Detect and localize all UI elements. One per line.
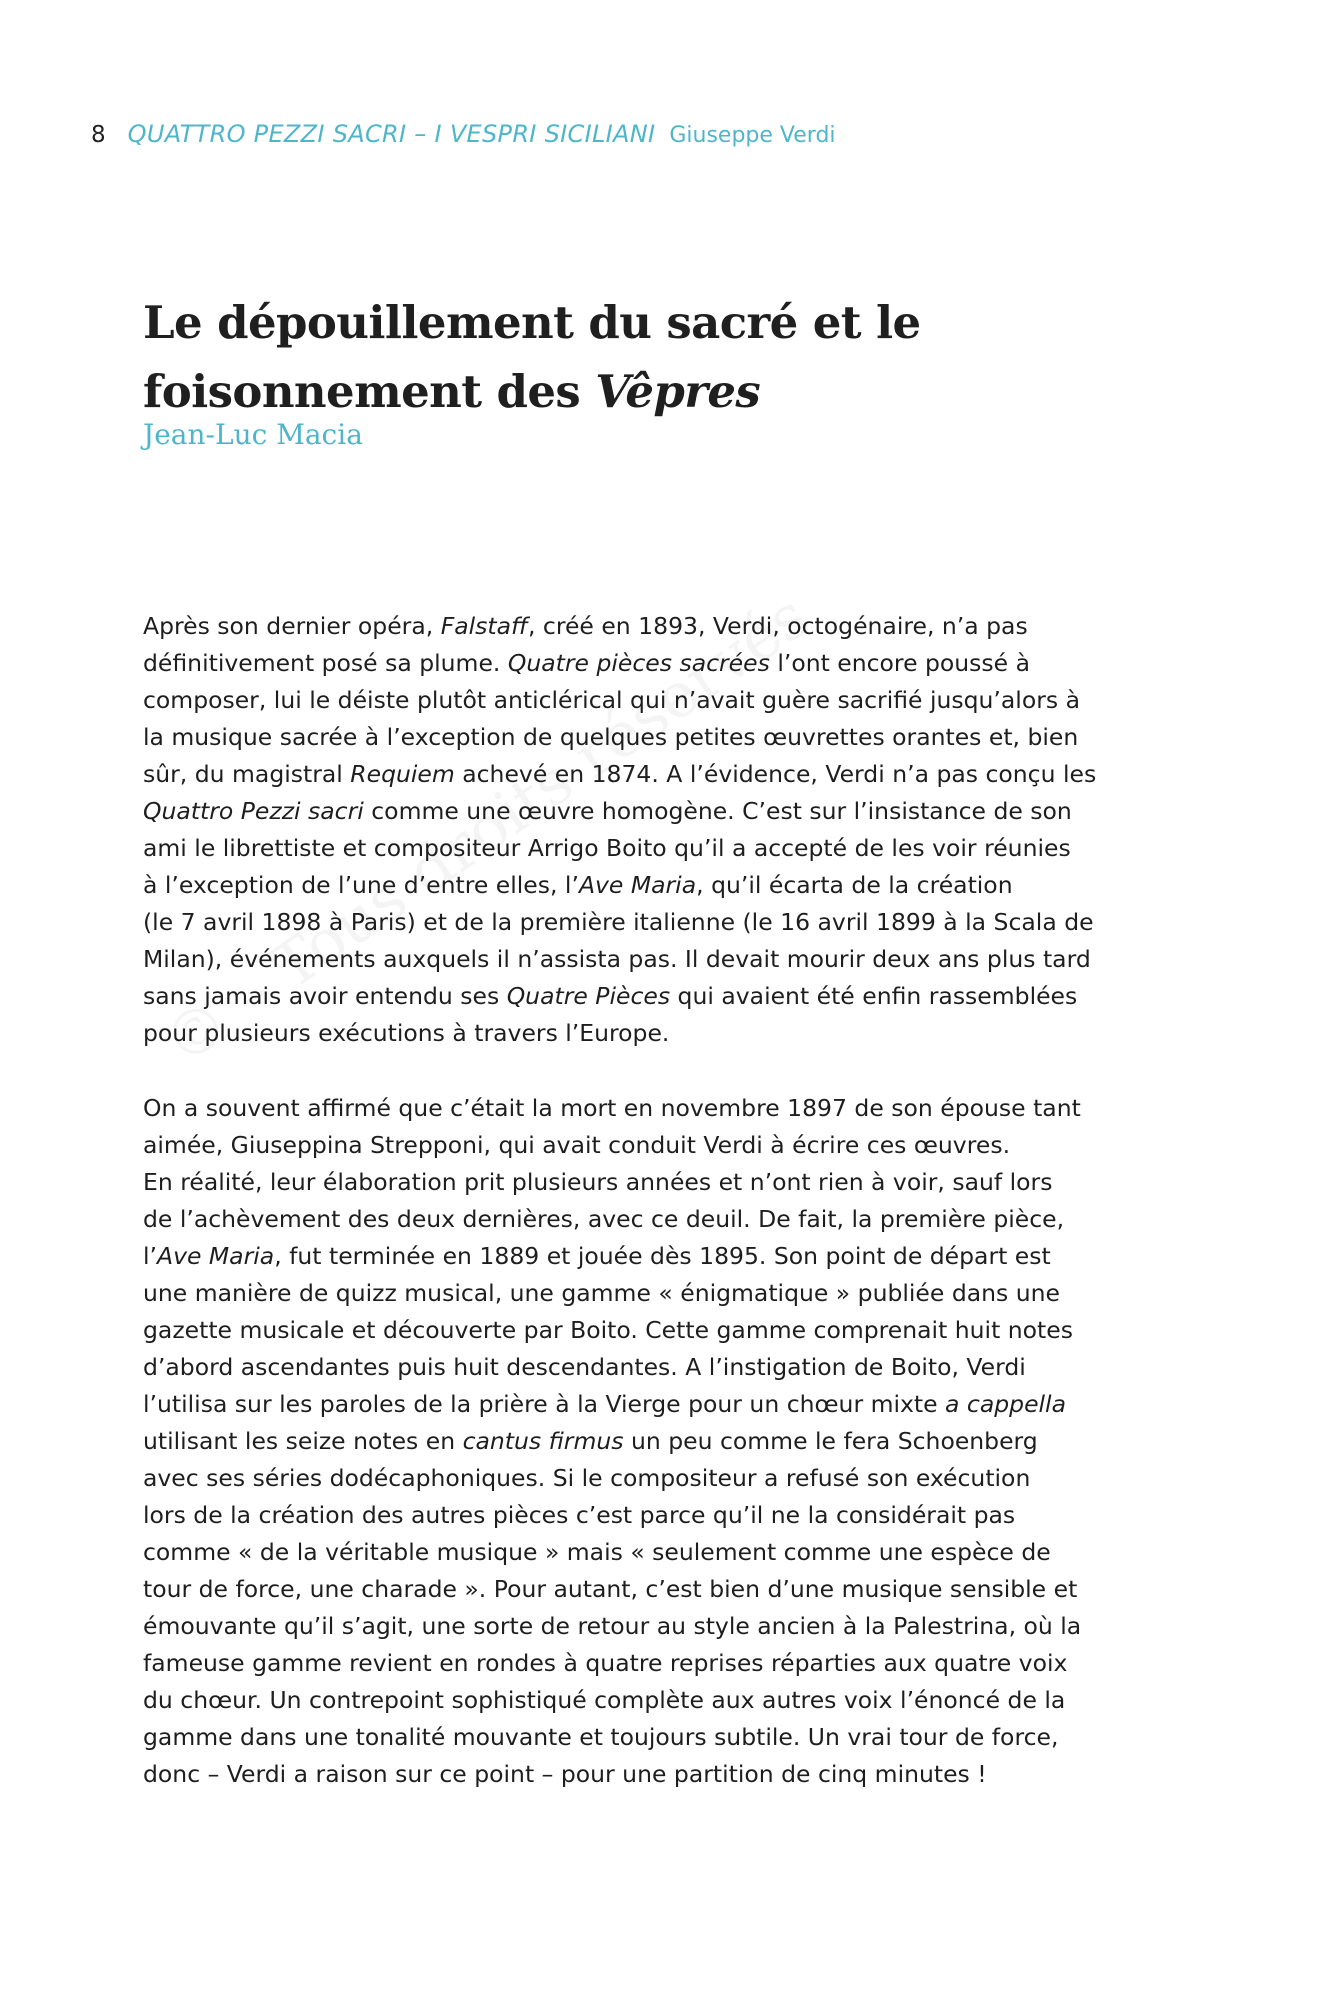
text-line (143, 1756, 1203, 1793)
text-run: une manière de quizz musical, une gamme « énigmatique » publiée dans une (143, 1279, 1060, 1307)
text-line (143, 1497, 1203, 1534)
text-run: qui avaient été enfin rassemblées (670, 982, 1078, 1010)
text-line (143, 1423, 1203, 1460)
text-run: fameuse gamme revient en rondes à quatre reprises réparties aux quatre voix (143, 1649, 1068, 1677)
text-line (143, 904, 1203, 941)
page-number: 8 (91, 122, 106, 148)
italic-work-title: Quatre Pièces (506, 982, 671, 1010)
running-composer-name: Giuseppe Verdi (669, 123, 836, 148)
text-line (143, 978, 1203, 1015)
text-run: l’utilisa sur les paroles de la prière à la Vierge pour un chœur mixte (143, 1390, 946, 1418)
text-line (143, 1645, 1203, 1682)
running-header (91, 118, 1241, 150)
text-run: composer, lui le déiste plutôt anticlérical qui n’avait guère sacrifié jusqu’alors à (143, 686, 1080, 714)
text-line (143, 1460, 1203, 1497)
italic-work-title: Falstaff (440, 612, 528, 640)
text-line (143, 867, 1203, 904)
text-line (143, 1127, 1203, 1164)
italic-work-title: Ave Maria (578, 871, 697, 899)
article-title-italic-work: Vêpres (595, 365, 761, 418)
body-paragraph-2 (143, 1090, 1203, 1793)
body-paragraph-1 (143, 608, 1203, 1052)
text-run: pour plusieurs exécutions à travers l’Europe. (143, 1019, 670, 1047)
text-run: l’ (143, 1242, 157, 1270)
text-run: utilisant les seize notes en (143, 1427, 463, 1455)
text-run: définitivement posé sa plume. (143, 649, 508, 677)
text-run: comme une œuvre homogène. C’est sur l’insistance de son (363, 797, 1072, 825)
italic-work-title: cantus firmus (462, 1427, 624, 1455)
text-run: lors de la création des autres pièces c’est parce qu’il ne la considérait pas (143, 1501, 1016, 1529)
text-line (143, 1719, 1203, 1756)
text-line (143, 1349, 1203, 1386)
text-run: Milan), événements auxquels il n’assista pas. Il devait mourir deux ans plus tard (143, 945, 1091, 973)
text-run: gazette musicale et découverte par Boito. Cette gamme comprenait huit notes (143, 1316, 1073, 1344)
article-title (143, 288, 1193, 426)
article-title-line-1: Le dépouillement du sacré et le (143, 296, 921, 349)
italic-work-title: a cappella (945, 1390, 1066, 1418)
text-run: sans jamais avoir entendu ses (143, 982, 507, 1010)
text-run: la musique sacrée à l’exception de quelques petites œuvrettes orantes et, bien (143, 723, 1079, 751)
text-line (143, 941, 1203, 978)
text-line (143, 1386, 1203, 1423)
text-line (143, 1238, 1203, 1275)
text-run: En réalité, leur élaboration prit plusieurs années et n’ont rien à voir, sauf lors (143, 1168, 1053, 1196)
text-run: donc – Verdi a raison sur ce point – pour une partition de cinq minutes ! (143, 1760, 987, 1788)
text-line (143, 1534, 1203, 1571)
text-run: aimée, Giuseppina Strepponi, qui avait conduit Verdi à écrire ces œuvres. (143, 1131, 1011, 1159)
text-line (143, 719, 1203, 756)
italic-work-title: Quatre pièces sacrées (507, 649, 770, 677)
text-run: , créé en 1893, Verdi, octogénaire, n’a pas (527, 612, 1028, 640)
italic-work-title: Quattro Pezzi sacri (143, 797, 364, 825)
article-title-line-2-text: foisonnement des (143, 365, 596, 418)
text-run: d’abord ascendantes puis huit descendantes. A l’instigation de Boito, Verdi (143, 1353, 1026, 1381)
text-line (143, 1608, 1203, 1645)
text-run: à l’exception de l’une d’entre elles, l’ (143, 871, 579, 899)
text-line (143, 1201, 1203, 1238)
text-line (143, 1571, 1203, 1608)
text-run: , qu’il écarta de la création (696, 871, 1013, 899)
text-line (143, 1312, 1203, 1349)
text-run: Après son dernier opéra, (143, 612, 441, 640)
text-run: avec ses séries dodécaphoniques. Si le compositeur a refusé son exécution (143, 1464, 1031, 1492)
text-line (143, 1015, 1203, 1052)
text-run: émouvante qu’il s’agit, une sorte de retour au style ancien à la Palestrina, où la (143, 1612, 1082, 1640)
article-author: Jean-Luc Macia (143, 418, 363, 451)
text-run: gamme dans une tonalité mouvante et toujours subtile. Un vrai tour de force, (143, 1723, 1059, 1751)
text-line (143, 645, 1203, 682)
text-line (143, 608, 1203, 645)
text-line (143, 756, 1203, 793)
text-line (143, 830, 1203, 867)
italic-work-title: Requiem (350, 760, 455, 788)
text-run: sûr, du magistral (143, 760, 351, 788)
text-run: du chœur. Un contrepoint sophistiqué complète aux autres voix l’énoncé de la (143, 1686, 1066, 1714)
running-work-title: QUATTRO PEZZI SACRI – I VESPRI SICILIANI (127, 120, 656, 148)
text-run: ami le librettiste et compositeur Arrigo Boito qu’il a accepté de les voir réunies (143, 834, 1071, 862)
text-run: un peu comme le fera Schoenberg (623, 1427, 1038, 1455)
text-run: achevé en 1874. A l’évidence, Verdi n’a pas conçu les (454, 760, 1097, 788)
text-run: comme « de la véritable musique » mais « seulement comme une espèce de (143, 1538, 1051, 1566)
text-run: , fut terminée en 1889 et jouée dès 1895. Son point de départ est (274, 1242, 1051, 1270)
text-line (143, 1090, 1203, 1127)
italic-work-title: Ave Maria (157, 1242, 275, 1270)
text-line (143, 1164, 1203, 1201)
text-run: l’ont encore poussé à (769, 649, 1030, 677)
text-line (143, 1275, 1203, 1312)
text-run: (le 7 avril 1898 à Paris) et de la première italienne (le 16 avril 1899 à la Scala de (143, 908, 1094, 936)
text-line (143, 793, 1203, 830)
text-line (143, 1682, 1203, 1719)
text-run: tour de force, une charade ». Pour autant, c’est bien d’une musique sensible et (143, 1575, 1078, 1603)
text-run: de l’achèvement des deux dernières, avec ce deuil. De fait, la première pièce, (143, 1205, 1065, 1233)
text-line (143, 682, 1203, 719)
text-run: On a souvent affirmé que c’était la mort en novembre 1897 de son épouse tant (143, 1094, 1081, 1122)
